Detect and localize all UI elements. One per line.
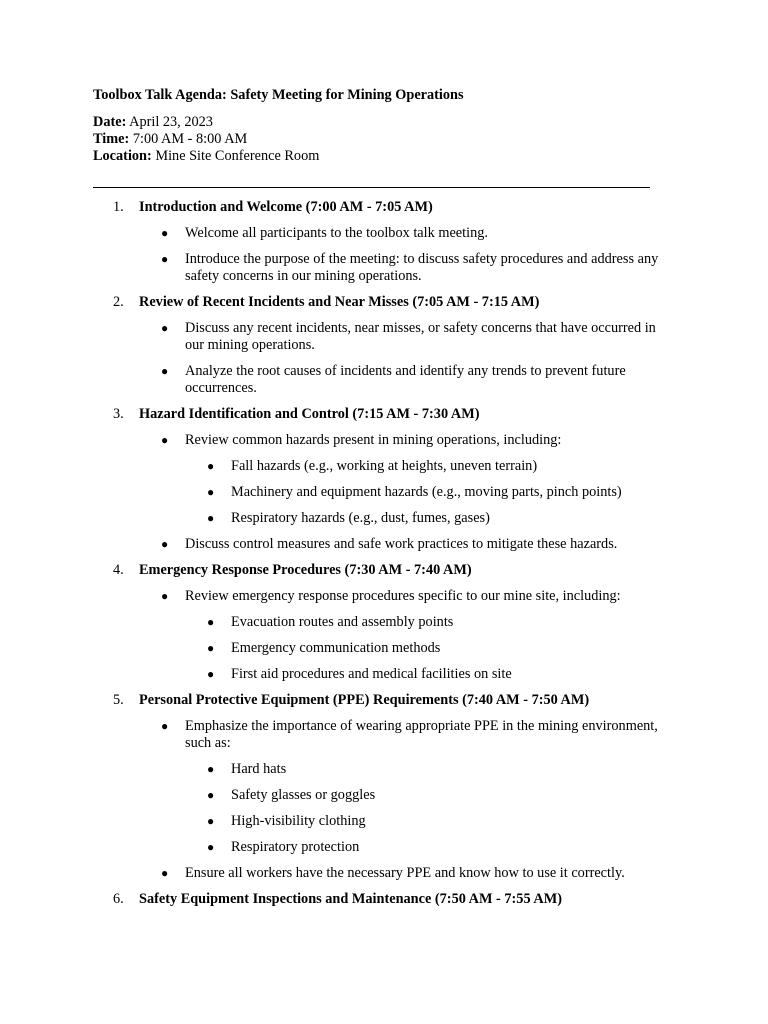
sub-bullet-text: Respiratory protection — [231, 839, 360, 855]
bullet-dot-icon: ● — [207, 667, 215, 681]
sub-bullet-item — [185, 839, 663, 856]
bullet-text: Discuss any recent incidents, near misses, or safety concerns that have occurred in our mining operations. — [185, 320, 656, 353]
document-page — [93, 87, 663, 916]
sub-bullet-text: First aid procedures and medical facilities on site — [231, 666, 512, 682]
section-number: 6. — [113, 891, 124, 907]
section-title: Review of Recent Incidents and Near Misses (7:05 AM - 7:15 AM) — [139, 294, 540, 310]
agenda-section — [93, 562, 663, 683]
bullet-list — [139, 320, 663, 397]
bullet-dot-icon: ● — [161, 226, 169, 240]
bullet-text: Analyze the root causes of incidents and identify any trends to prevent future occurrences. — [185, 363, 626, 396]
bullet-text: Welcome all participants to the toolbox talk meeting. — [185, 225, 488, 241]
section-number: 4. — [113, 562, 124, 578]
sub-bullet-item — [185, 787, 663, 804]
meta-value: Mine Site Conference Room — [151, 148, 320, 164]
sub-bullet-text: Fall hazards (e.g., working at heights, uneven terrain) — [231, 458, 538, 474]
bullet-text: Review emergency response procedures specific to our mine site, including: — [185, 588, 621, 604]
meeting-time — [93, 131, 663, 148]
sub-bullet-item — [185, 458, 663, 475]
agenda-section — [93, 406, 663, 553]
sub-bullet-list — [185, 458, 663, 527]
sub-bullet-text: Safety glasses or goggles — [231, 787, 376, 803]
sub-bullet-item — [185, 614, 663, 631]
bullet-dot-icon: ● — [207, 788, 215, 802]
sub-bullet-text: Emergency communication methods — [231, 640, 441, 656]
bullet-dot-icon: ● — [207, 615, 215, 629]
meeting-date — [93, 114, 663, 131]
agenda-section — [93, 199, 663, 285]
bullet-item — [139, 865, 663, 882]
meeting-location — [93, 148, 663, 165]
bullet-list — [139, 588, 663, 683]
sub-bullet-item — [185, 666, 663, 683]
bullet-text: Introduce the purpose of the meeting: to discuss safety procedures and address any safety concerns in our mining operations. — [185, 251, 659, 284]
bullet-dot-icon: ● — [207, 840, 215, 854]
bullet-item — [139, 536, 663, 553]
bullet-text: Ensure all workers have the necessary PPE and know how to use it correctly. — [185, 865, 625, 881]
sub-bullet-item — [185, 761, 663, 778]
bullet-dot-icon: ● — [207, 762, 215, 776]
bullet-dot-icon: ● — [207, 485, 215, 499]
sub-bullet-item — [185, 484, 663, 501]
section-number: 3. — [113, 406, 124, 422]
bullet-item — [139, 363, 663, 397]
meta-label: Date: — [93, 114, 127, 130]
sub-bullet-list — [185, 614, 663, 683]
bullet-text: Discuss control measures and safe work practices to mitigate these hazards. — [185, 536, 618, 552]
document-title: Toolbox Talk Agenda: Safety Meeting for Mining Operations — [93, 87, 464, 103]
sub-bullet-text: Hard hats — [231, 761, 287, 777]
bullet-dot-icon: ● — [161, 537, 169, 551]
sub-bullet-text: Respiratory hazards (e.g., dust, fumes, gases) — [231, 510, 490, 526]
section-title: Safety Equipment Inspections and Maintenance (7:50 AM - 7:55 AM) — [139, 891, 562, 907]
bullet-dot-icon: ● — [207, 511, 215, 525]
meeting-details — [93, 114, 663, 165]
meta-label: Time: — [93, 131, 130, 147]
bullet-item — [139, 588, 663, 683]
horizontal-rule — [93, 187, 650, 188]
meta-label: Location: — [93, 148, 152, 164]
meta-value: April 23, 2023 — [126, 114, 213, 130]
section-title: Emergency Response Procedures (7:30 AM - 7:40 AM) — [139, 562, 472, 578]
sub-bullet-item — [185, 813, 663, 830]
bullet-dot-icon: ● — [161, 252, 169, 266]
sub-bullet-text: High-visibility clothing — [231, 813, 366, 829]
section-title: Hazard Identification and Control (7:15 AM - 7:30 AM) — [139, 406, 480, 422]
bullet-item — [139, 718, 663, 856]
section-number: 5. — [113, 692, 124, 708]
agenda-section — [93, 692, 663, 882]
bullet-item — [139, 320, 663, 354]
bullet-list — [139, 225, 663, 285]
bullet-dot-icon: ● — [161, 719, 169, 733]
bullet-dot-icon: ● — [161, 433, 169, 447]
bullet-text: Emphasize the importance of wearing appropriate PPE in the mining environment, such as: — [185, 718, 658, 751]
bullet-item — [139, 225, 663, 242]
meta-value: 7:00 AM - 8:00 AM — [129, 131, 248, 147]
bullet-dot-icon: ● — [161, 866, 169, 880]
section-title: Personal Protective Equipment (PPE) Requirements (7:40 AM - 7:50 AM) — [139, 692, 590, 708]
section-number: 2. — [113, 294, 124, 310]
sub-bullet-text: Machinery and equipment hazards (e.g., moving parts, pinch points) — [231, 484, 622, 500]
bullet-item — [139, 251, 663, 285]
bullet-dot-icon: ● — [207, 641, 215, 655]
bullet-list — [139, 718, 663, 882]
agenda-list — [93, 199, 663, 908]
agenda-section — [93, 294, 663, 397]
bullet-list — [139, 432, 663, 553]
bullet-dot-icon: ● — [207, 814, 215, 828]
section-number: 1. — [113, 199, 124, 215]
section-title: Introduction and Welcome (7:00 AM - 7:05 AM) — [139, 199, 433, 215]
bullet-dot-icon: ● — [161, 364, 169, 378]
sub-bullet-list — [185, 761, 663, 856]
sub-bullet-text: Evacuation routes and assembly points — [231, 614, 454, 630]
bullet-dot-icon: ● — [161, 589, 169, 603]
agenda-section — [93, 891, 663, 908]
bullet-dot-icon: ● — [161, 321, 169, 335]
bullet-text: Review common hazards present in mining operations, including: — [185, 432, 562, 448]
bullet-item — [139, 432, 663, 527]
bullet-dot-icon: ● — [207, 459, 215, 473]
sub-bullet-item — [185, 510, 663, 527]
sub-bullet-item — [185, 640, 663, 657]
